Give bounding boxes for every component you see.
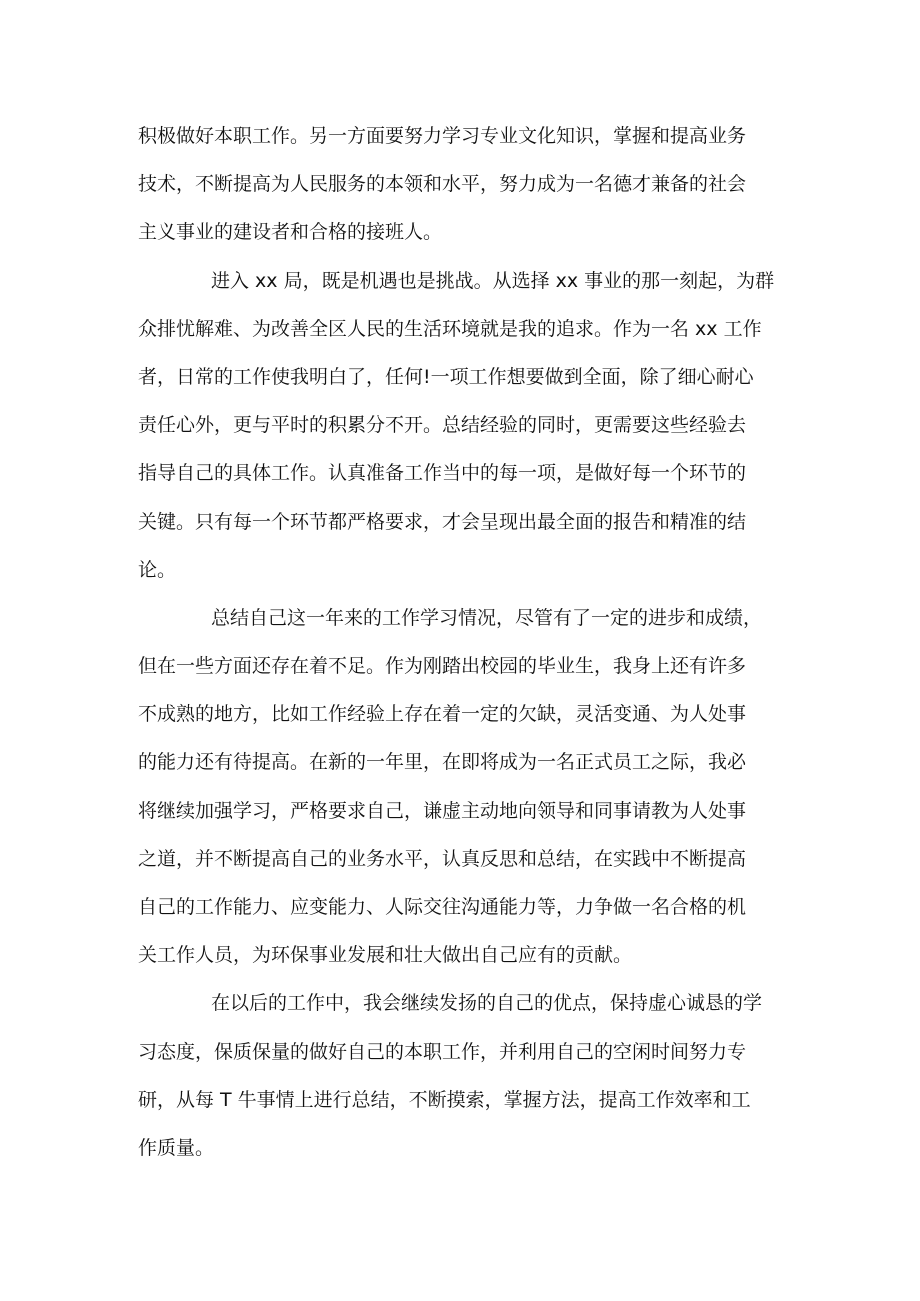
paragraph-line: 但在一些方面还存在着不足。作为刚踏出校园的毕业生，我身上还有许多 [138, 655, 747, 678]
paragraph-line: 作质量。 [138, 1136, 215, 1159]
paragraph-line: 论。 [138, 558, 177, 581]
paragraph-line: 众排忧解难、为改善全区人民的生活环境就是我的追求。作为一名 xx 工作 [138, 317, 762, 340]
paragraph-line: 技术，不断提高为人民服务的本领和水平，努力成为一名德才兼备的社会 [138, 173, 747, 196]
paragraph-line: 积极做好本职工作。另一方面要努力学习专业文化知识，掌握和提高业务 [138, 125, 747, 147]
document-body [138, 112, 798, 1172]
paragraph-line: 者，日常的工作使我明白了，任何!一项工作想要做到全面，除了细心耐心 [138, 365, 754, 388]
paragraph-3 [138, 594, 798, 980]
paragraph-2 [138, 257, 798, 594]
paragraph-1 [138, 112, 798, 257]
paragraph-line: 关键。只有每一个环节都严格要求，才会呈现出最全面的报告和精准的结 [138, 510, 747, 533]
paragraph-line: 指导自己的具体工作。认真准备工作当中的每一项，是做好每一个环节的 [138, 462, 747, 485]
paragraph-line: 自己的工作能力、应变能力、人际交往沟通能力等，力争做一名合格的机 [138, 896, 747, 918]
paragraph-line: 研，从每 T 牛事情上进行总结，不断摸索，掌握方法，提高工作效率和工 [138, 1088, 751, 1111]
paragraph-line: 总结自己这一年来的工作学习情况，尽管有了一定的进步和成绩， [211, 606, 763, 629]
paragraph-line: 责任心外，更与平时的积累分不开。总结经验的同时，更需要这些经验去 [138, 414, 747, 437]
paragraph-line: 习态度，保质保量的做好自己的本职工作，并利用自己的空闲时间努力专 [138, 1040, 747, 1063]
paragraph-line: 进入 xx 局，既是机遇也是挑战。从选择 xx 事业的那一刻起，为群 [211, 269, 775, 292]
paragraph-line: 之道，并不断提高自己的业务水平，认真反思和总结，在实践中不断提高 [138, 847, 747, 870]
paragraph-4 [138, 979, 798, 1172]
paragraph-line: 关工作人员，为环保事业发展和壮大做出自己应有的贡献。 [138, 944, 633, 967]
paragraph-line: 主义事业的建设者和合格的接班人。 [138, 221, 443, 244]
paragraph-line: 将继续加强学习，严格要求自己，谦虚主动地向领导和同事请教为人处事 [138, 799, 747, 822]
paragraph-line: 不成熟的地方，比如工作经验上存在着一定的欠缺，灵活变通、为人处事 [138, 703, 747, 726]
paragraph-line: 在以后的工作中，我会继续发扬的自己的优点，保持虚心诚恳的学 [211, 992, 763, 1015]
paragraph-line: 的能力还有待提高。在新的一年里，在即将成为一名正式员工之际，我必 [138, 751, 747, 774]
